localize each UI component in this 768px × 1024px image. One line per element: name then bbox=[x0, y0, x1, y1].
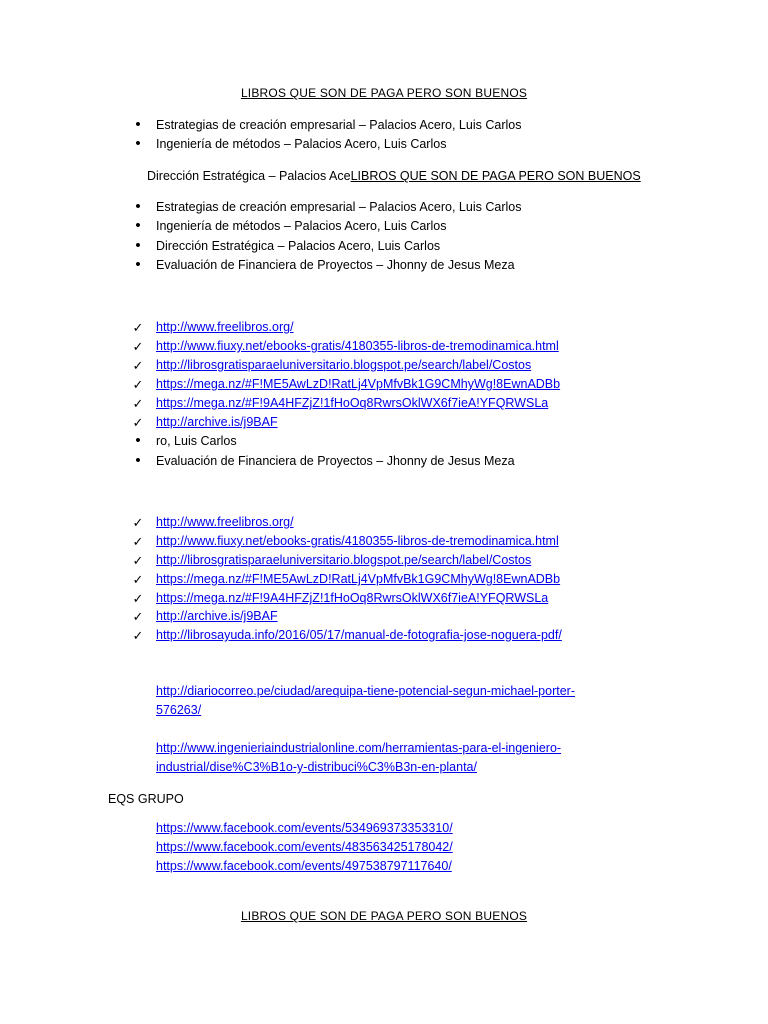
section-label: EQS GRUPO bbox=[108, 792, 184, 806]
checkmark-icon: ✓ bbox=[132, 377, 144, 392]
list-item-text: Estrategias de creación empresarial – Palacios Acero, Luis Carlos bbox=[156, 200, 522, 214]
link[interactable]: https://mega.nz/#F!9A4HFZjZ!1fHoOq8RwrsOklWX6f7ieA!YFQRWSLa bbox=[156, 591, 549, 605]
mixed-heading-line bbox=[147, 169, 641, 183]
facebook-link[interactable]: https://www.facebook.com/events/534969373353310/ bbox=[156, 821, 453, 835]
checkmark-icon: ✓ bbox=[132, 553, 144, 568]
checkmark-icon: ✓ bbox=[132, 396, 144, 411]
checkmark-icon: ✓ bbox=[132, 339, 144, 354]
bullet-icon: • bbox=[135, 452, 141, 469]
link-ingenieria-line-1[interactable]: http://www.ingenieriaindustrialonline.com/herramientas-para-el-ingeniero- bbox=[156, 741, 562, 755]
checkmark-icon: ✓ bbox=[132, 515, 144, 530]
facebook-link[interactable]: https://www.facebook.com/events/483563425178042/ bbox=[156, 840, 453, 854]
list-item-text: Evaluación de Financiera de Proyectos – Jhonny de Jesus Meza bbox=[156, 454, 515, 468]
list-item-text: Estrategias de creación empresarial – Palacios Acero, Luis Carlos bbox=[156, 118, 522, 132]
link[interactable]: http://librosgratisparaeluniversitario.blogspot.pe/search/label/Costos bbox=[156, 553, 532, 567]
page-title: LIBROS QUE SON DE PAGA PERO SON BUENOS bbox=[240, 86, 528, 100]
link-diario-line-1[interactable]: http://diariocorreo.pe/ciudad/arequipa-tiene-potencial-segun-michael-porter- bbox=[156, 684, 575, 698]
bullet-icon: • bbox=[135, 237, 141, 254]
checkmark-icon: ✓ bbox=[132, 358, 144, 373]
checkmark-icon: ✓ bbox=[132, 534, 144, 549]
link[interactable]: http://www.freelibros.org/ bbox=[156, 320, 294, 334]
checkmark-icon: ✓ bbox=[132, 591, 144, 606]
checkmark-icon: ✓ bbox=[132, 628, 144, 643]
link[interactable]: http://archive.is/j9BAF bbox=[156, 415, 278, 429]
link[interactable]: http://archive.is/j9BAF bbox=[156, 609, 278, 623]
link[interactable]: http://www.fiuxy.net/ebooks-gratis/4180355-libros-de-tremodinamica.html bbox=[156, 534, 559, 548]
checkmark-icon: ✓ bbox=[132, 572, 144, 587]
section-title: LIBROS QUE SON DE PAGA PERO SON BUENOS bbox=[350, 169, 641, 183]
list-item-text: Evaluación de Financiera de Proyectos – Jhonny de Jesus Meza bbox=[156, 258, 515, 272]
list-item-text: ro, Luis Carlos bbox=[156, 434, 237, 448]
bullet-icon: • bbox=[135, 432, 141, 449]
link[interactable]: http://librosgratisparaeluniversitario.blogspot.pe/search/label/Costos bbox=[156, 358, 532, 372]
checkmark-icon: ✓ bbox=[132, 320, 144, 335]
link[interactable]: http://librosayuda.info/2016/05/17/manual-de-fotografia-jose-noguera-pdf/ bbox=[156, 628, 562, 642]
list-item-text: Dirección Estratégica – Palacios Acero, Luis Carlos bbox=[156, 239, 441, 253]
link[interactable]: https://mega.nz/#F!ME5AwLzD!RatLj4VpMfvBk1G9CMhyWg!8EwnADBb bbox=[156, 572, 561, 586]
link[interactable]: https://mega.nz/#F!ME5AwLzD!RatLj4VpMfvBk1G9CMhyWg!8EwnADBb bbox=[156, 377, 561, 391]
facebook-link[interactable]: https://www.facebook.com/events/497538797117640/ bbox=[156, 859, 452, 873]
bullet-icon: • bbox=[135, 116, 141, 133]
list-item-text: Ingeniería de métodos – Palacios Acero, Luis Carlos bbox=[156, 219, 447, 233]
link-diario-line-2[interactable]: 576263/ bbox=[156, 703, 202, 717]
bullet-icon: • bbox=[135, 256, 141, 273]
link-ingenieria-line-2[interactable]: industrial/dise%C3%B1o-y-distribuci%C3%B3n-en-planta/ bbox=[156, 760, 477, 774]
page-title-bottom: LIBROS QUE SON DE PAGA PERO SON BUENOS bbox=[240, 909, 528, 923]
list-item-text: Ingeniería de métodos – Palacios Acero, Luis Carlos bbox=[156, 137, 447, 151]
link[interactable]: https://mega.nz/#F!9A4HFZjZ!1fHoOq8RwrsOklWX6f7ieA!YFQRWSLa bbox=[156, 396, 549, 410]
link[interactable]: http://www.freelibros.org/ bbox=[156, 515, 294, 529]
checkmark-icon: ✓ bbox=[132, 609, 144, 624]
link[interactable]: http://www.fiuxy.net/ebooks-gratis/4180355-libros-de-tremodinamica.html bbox=[156, 339, 559, 353]
list-item-text: Dirección Estratégica – Palacios Ace bbox=[147, 169, 351, 183]
checkmark-icon: ✓ bbox=[132, 415, 144, 430]
bullet-icon: • bbox=[135, 135, 141, 152]
bullet-icon: • bbox=[135, 217, 141, 234]
bullet-icon: • bbox=[135, 198, 141, 215]
